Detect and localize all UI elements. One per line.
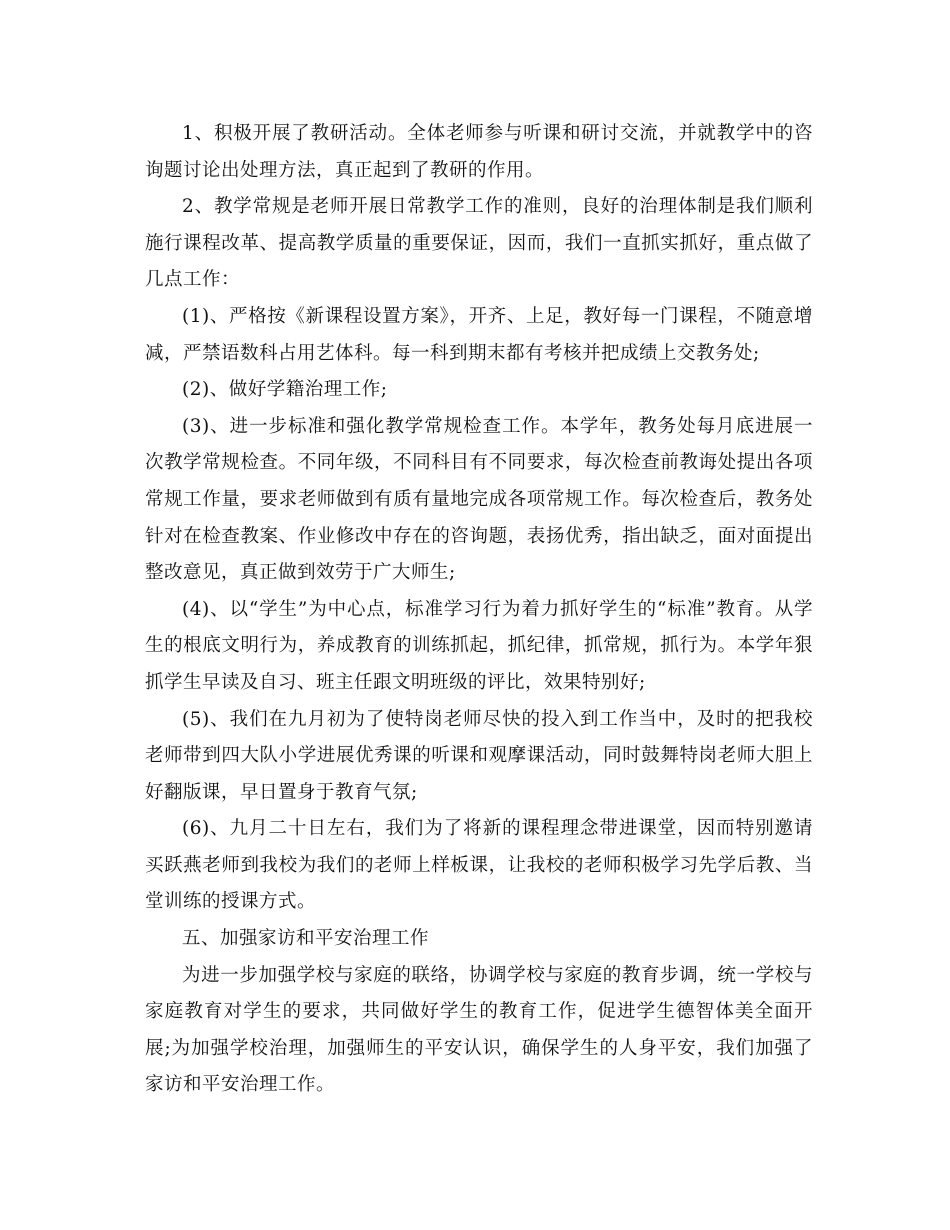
paragraph-item-5-new-teachers: (5)、我们在九月初为了使特岗老师尽快的投入到工作当中，及时的把我校老师带到四大队小学进展优秀课的听课和观摩课活动，同时鼓舞特岗老师大胆上好翻版课，早日置身于教育气氛; bbox=[145, 708, 813, 803]
paragraph-home-visits-safety: 为进一步加强学校与家庭的联络，协调学校与家庭的教育步调，统一学校与家庭教育对学生的要求，共同做好学生的教育工作，促进学生德智体美全面开展;为加强学校治理，加强师生的平安认识，确保学生的人身平安，我们加强了家访和平安治理工作。 bbox=[145, 964, 813, 1096]
document-body bbox=[145, 116, 813, 1104]
section-heading-home-visits-safety: 五、加强家访和平安治理工作 bbox=[182, 928, 430, 950]
paragraph-teaching-research: 1、积极开展了教研活动。全体老师参与听课和研讨交流，并就教学中的咨询题讨论出处理方法，真正起到了教研的作用。 bbox=[145, 123, 813, 181]
paragraph-item-4-student-behavior: (4)、以“学生”为中心点，标准学习行为着力抓好学生的“标准”教育。从学生的根底文明行为，养成教育的训练抓起，抓纪律，抓常规，抓行为。本学年狠抓学生早读及自习、班主任跟文明班级的评比，效果特别好; bbox=[145, 598, 813, 693]
paragraph-item-3-routine-checks: (3)、进一步标准和强化教学常规检查工作。本学年，教务处每月底进展一次教学常规检查。不同年级，不同科目有不同要求，每次检查前教诲处提出各项常规工作量，要求老师做到有质有量地完成各项常规工作。每次检查后，教务处针对在检查教案、作业修改中存在的咨询题，表扬优秀，指出缺乏，面对面提出整改意见，真正做到效劳于广大师生; bbox=[145, 415, 813, 584]
paragraph-item-1-curriculum: (1)、严格按《新课程设置方案》，开齐、上足，教好每一门课程，不随意增减，严禁语数科占用艺体科。每一科到期末都有考核并把成绩上交教务处; bbox=[145, 305, 813, 364]
paragraph-teaching-routine: 2、教学常规是老师开展日常教学工作的准则，良好的治理体制是我们顺利施行课程改革、提高教学质量的重要保证，因而，我们一直抓实抓好，重点做了几点工作： bbox=[145, 196, 813, 291]
paragraph-item-6-model-lesson: (6)、九月二十日左右，我们为了将新的课程理念带进课堂，因而特别邀请买跃燕老师到我校为我们的老师上样板课，让我校的老师积极学习先学后教、当堂训练的授课方式。 bbox=[145, 818, 813, 913]
paragraph-item-2-enrollment: (2)、做好学籍治理工作; bbox=[182, 379, 388, 401]
